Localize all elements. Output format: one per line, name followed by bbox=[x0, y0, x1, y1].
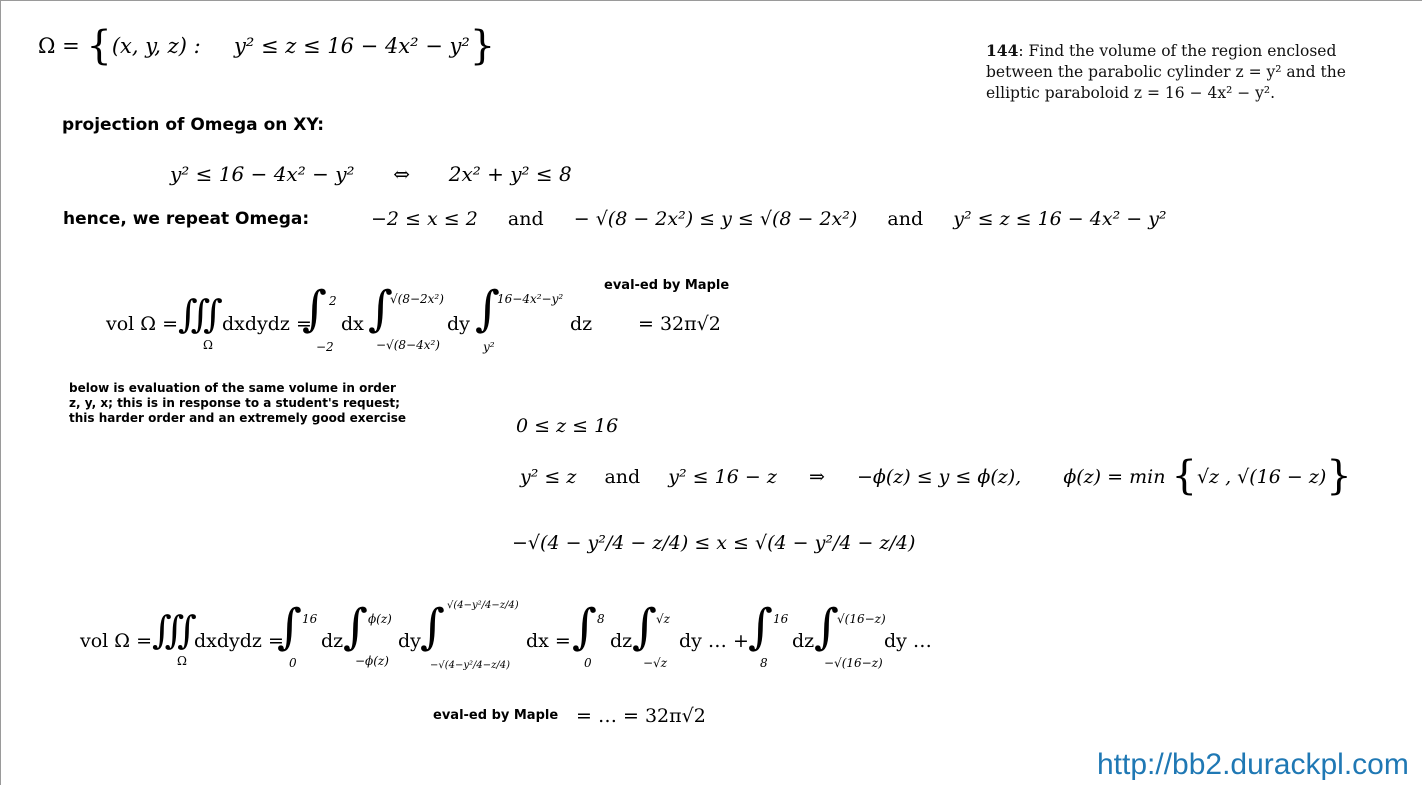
p2-dy: dy … bbox=[884, 630, 932, 652]
y-upper-limit: √(8−2x²) bbox=[390, 292, 444, 306]
z2-lower-limit: 0 bbox=[289, 656, 297, 670]
z2-upper-limit: 16 bbox=[302, 612, 318, 626]
p2-dz: dz bbox=[792, 630, 815, 652]
z-range-text: 0 ≤ z ≤ 16 bbox=[516, 415, 619, 437]
projection-left: y² ≤ 16 − 4x² − y² bbox=[170, 162, 355, 186]
z-lower-limit: y² bbox=[483, 340, 495, 354]
omega-definition bbox=[38, 23, 496, 69]
integral-sign-p1: ∫ bbox=[572, 599, 598, 655]
repeat-heading: hence, we repeat Omega: bbox=[63, 209, 310, 229]
z-range-order2 bbox=[516, 415, 618, 437]
repeat-ranges bbox=[371, 208, 1167, 230]
projection-right: 2x² + y² ≤ 8 bbox=[448, 162, 572, 186]
dy-2: dy bbox=[398, 630, 421, 652]
x-bounds: −√(4 − y²/4 − z/4) ≤ x ≤ √(4 − y²/4 − z/4) bbox=[512, 532, 916, 554]
y-cond-a: y² ≤ z bbox=[520, 466, 577, 488]
student-note: below is evaluation of the same volume in order z, y, x; this is in response to a student's request; this harder order and an extremely good exercise bbox=[69, 381, 407, 425]
right-brace: } bbox=[469, 23, 496, 69]
y-lower-limit: −√(8−4x²) bbox=[376, 338, 440, 352]
p1-lower-limit: 0 bbox=[584, 656, 592, 670]
site-url-link[interactable]: http://bb2.durackpl.com bbox=[1097, 748, 1409, 781]
integral-sign-y: ∫ bbox=[368, 281, 394, 337]
integral-sign-p2y: ∫ bbox=[814, 599, 840, 655]
phi-right-brace: } bbox=[1326, 453, 1352, 499]
y-and: and bbox=[604, 466, 641, 488]
omega-set-vars: (x, y, z) : bbox=[111, 34, 201, 58]
triple-integral-1: ∭ bbox=[178, 292, 223, 336]
y-range: − √(8 − 2x²) ≤ y ≤ √(8 − 2x²) bbox=[573, 208, 858, 230]
integral-sign-z: ∫ bbox=[475, 281, 501, 337]
and-2: and bbox=[887, 208, 924, 230]
iff-symbol: ⇔ bbox=[393, 162, 411, 186]
y-cond-b: y² ≤ 16 − z bbox=[668, 466, 777, 488]
p1-y-upper: √z bbox=[656, 612, 670, 626]
vol-label-1: vol Ω = bbox=[106, 313, 179, 335]
dy-1: dy bbox=[447, 313, 470, 335]
integral-sign-x2: ∫ bbox=[420, 599, 446, 655]
dxdydz-2: dxdydz = bbox=[194, 630, 284, 652]
x2-upper-limit: √(4−y²/4−z/4) bbox=[447, 600, 519, 611]
y-bounds: −ϕ(z) ≤ y ≤ ϕ(z), bbox=[856, 466, 1022, 488]
y2-upper-limit: ϕ(z) bbox=[368, 612, 392, 626]
projection-heading: projection of Omega on XY: bbox=[62, 115, 325, 135]
implies-symbol: ⇒ bbox=[808, 466, 825, 488]
p2-y-upper: √(16−z) bbox=[837, 612, 886, 626]
dz-2: dz bbox=[321, 630, 344, 652]
z-range: y² ≤ z ≤ 16 − 4x² − y² bbox=[953, 208, 1167, 230]
p2-y-lower: −√(16−z) bbox=[824, 656, 883, 670]
y-constraints bbox=[520, 453, 1352, 499]
integral-sign-p1y: ∫ bbox=[632, 599, 658, 655]
omega-subscript-2: Ω bbox=[177, 654, 187, 668]
omega-condition: y² ≤ z ≤ 16 − 4x² − y² bbox=[234, 34, 470, 58]
integral-sign-x: ∫ bbox=[302, 281, 328, 337]
problem-number: 144 bbox=[986, 41, 1019, 60]
z-upper-limit: 16−4x²−y² bbox=[497, 292, 564, 306]
phi-args: √z , √(16 − z) bbox=[1196, 466, 1327, 488]
p1-y-lower: −√z bbox=[643, 656, 668, 670]
maple-note-2: eval-ed by Maple bbox=[433, 708, 559, 723]
integral-sign-y2: ∫ bbox=[343, 599, 369, 655]
vol-result-1: = 32π√2 bbox=[638, 313, 721, 335]
y2-lower-limit: −ϕ(z) bbox=[355, 654, 389, 668]
projection-equation bbox=[170, 162, 572, 186]
x-range: −2 ≤ x ≤ 2 bbox=[371, 208, 478, 230]
p2-lower-limit: 8 bbox=[760, 656, 768, 670]
and-1: and bbox=[507, 208, 544, 230]
problem-text: : Find the volume of the region enclosed between the parabolic cylinder z = y² and the elliptic paraboloid z = 16 − 4x² − y². bbox=[986, 42, 1346, 102]
p2-upper-limit: 16 bbox=[773, 612, 789, 626]
left-brace: { bbox=[86, 23, 112, 69]
maple-note-1: eval-ed by Maple bbox=[604, 278, 730, 293]
p1-upper-limit: 8 bbox=[597, 612, 605, 626]
integral-sign-z2: ∫ bbox=[277, 599, 303, 655]
vol-result-2: = … = 32π√2 bbox=[576, 705, 706, 727]
omega-lhs: Ω = bbox=[38, 34, 80, 58]
p1-dz: dz bbox=[610, 630, 633, 652]
x-upper-limit: 2 bbox=[329, 294, 337, 308]
x2-lower-limit: −√(4−y²/4−z/4) bbox=[430, 660, 511, 671]
integral-sign-p2: ∫ bbox=[748, 599, 774, 655]
problem-statement bbox=[986, 40, 1366, 104]
phi-definition: ϕ(z) = min bbox=[1063, 466, 1166, 488]
dxdydz-1: dxdydz = bbox=[222, 313, 312, 335]
x-constraint bbox=[512, 532, 915, 554]
omega-subscript-1: Ω bbox=[203, 338, 213, 352]
dx-2: dx = bbox=[526, 630, 571, 652]
phi-left-brace: { bbox=[1171, 453, 1197, 499]
triple-integral-2: ∭ bbox=[152, 608, 197, 652]
vol-label-2: vol Ω = bbox=[80, 630, 153, 652]
dx-1: dx bbox=[341, 313, 364, 335]
dz-1: dz bbox=[570, 313, 593, 335]
x-lower-limit: −2 bbox=[316, 340, 334, 354]
p1-dy: dy … + bbox=[679, 630, 749, 652]
